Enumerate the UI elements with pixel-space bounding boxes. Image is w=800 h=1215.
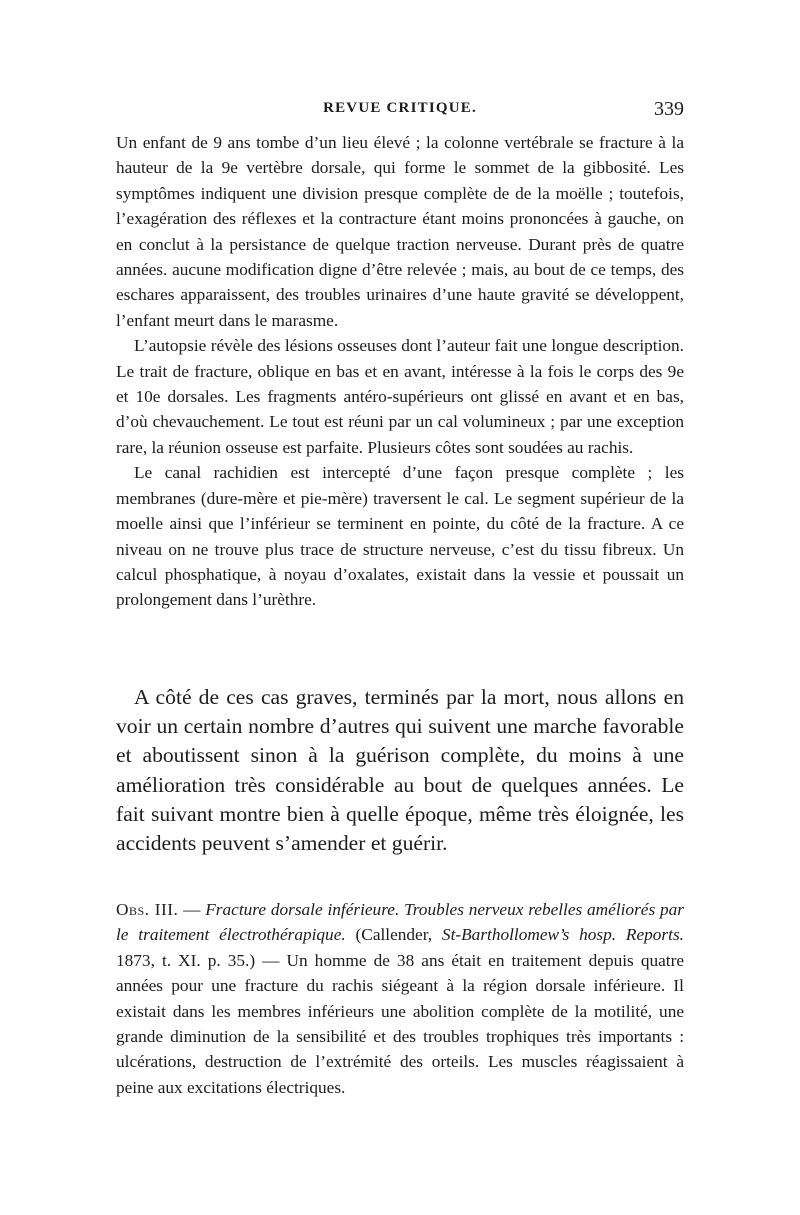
observation-paragraph (116, 897, 684, 1100)
running-title: REVUE CRITIQUE. (323, 100, 477, 116)
observation-journal: St-Barthollomew’s hosp. Reports. (441, 925, 684, 945)
observation-ref-open: (Callender, (345, 925, 442, 945)
observation-ref-close: 1873, t. XI. p. 35.) — (116, 950, 287, 970)
paragraph-commentary: A côté de ces cas graves, terminés par la mort, nous allons en voir un certain nombre d’autres qui suivent une marche favorable et aboutissent sinon à la guérison complète, du moins à une amélioration très considérable au bout de quelques années. Le fait suivant montre bien à quelle époque, même très éloignée, les accidents peuvent s’amender et guérir. (116, 685, 684, 856)
observation-block (116, 897, 684, 1100)
paragraph-case-summary: Un enfant de 9 ans tombe d’un lieu élevé ; la colonne vertébrale se fracture à la hauteur de la 9e vertèbre dorsale, qui forme le sommet de la gibbosité. Les symptômes indiquent une division presque complète de de la moëlle ; toutefois, l’exagération des réflexes et la contracture étant moins prononcées à gauche, on en conclut à la persistance de quelque traction nerveuse. Durant près de quatre années. aucune modification digne d’être relevée ; mais, au bout de ce temps, des eschares apparaissent, des troubles urinaires d’une haute gravité se développent, l’enfant meurt dans le marasme. (116, 133, 684, 330)
observation-title: Fracture dorsale inférieure. Troubles nerveux rebelles améliorés par le traitement électrothérapique. (116, 900, 684, 945)
paragraph-autopsy: L’autopsie révèle des lésions osseuses dont l’auteur fait une longue description. Le trait de fracture, oblique en bas et en avant, intéresse à la fois le corps des 9e et 10e dorsales. Les fragments antéro-supérieurs ont glissé en avant et en bas, d’où chevauchement. Le tout est réuni par un cal volumineux ; par une exception rare, la réunion osseuse est parfaite. Plusieurs côtes sont soudées au rachis. (116, 336, 684, 457)
commentary-block (116, 683, 684, 858)
running-head (116, 98, 684, 122)
observation-label: Obs. III. (116, 900, 179, 919)
paragraph-spinal-canal: Le canal rachidien est intercepté d’une façon presque complète ; les membranes (dure-mère et pie-mère) traversent le cal. Le segment supérieur de la moelle ainsi que l’inférieur se terminent en pointe, du côté de la fracture. A ce niveau on ne trouve plus trace de structure nerveuse, c’est du tissu fibreux. Un calcul phosphatique, à noyau d’oxalates, existait dans la vessie et poussait un prolongement dans l’urèthre. (116, 463, 684, 610)
page-number: 339 (654, 98, 684, 120)
case-description (116, 130, 684, 613)
observation-dash: — (178, 900, 206, 919)
observation-body: Un homme de 38 ans était en traitement depuis quatre années pour une fracture du rachis siégeant à la région dorsale inférieure. Il existait dans les membres inférieurs une abolition complète de la motilité, une grande diminution de la sensibilité et des troubles trophiques très importants : ulcérations, destruction de l’extrémité des orteils. Les muscles réagissaient à peine aux excitations électriques. (116, 950, 684, 1097)
